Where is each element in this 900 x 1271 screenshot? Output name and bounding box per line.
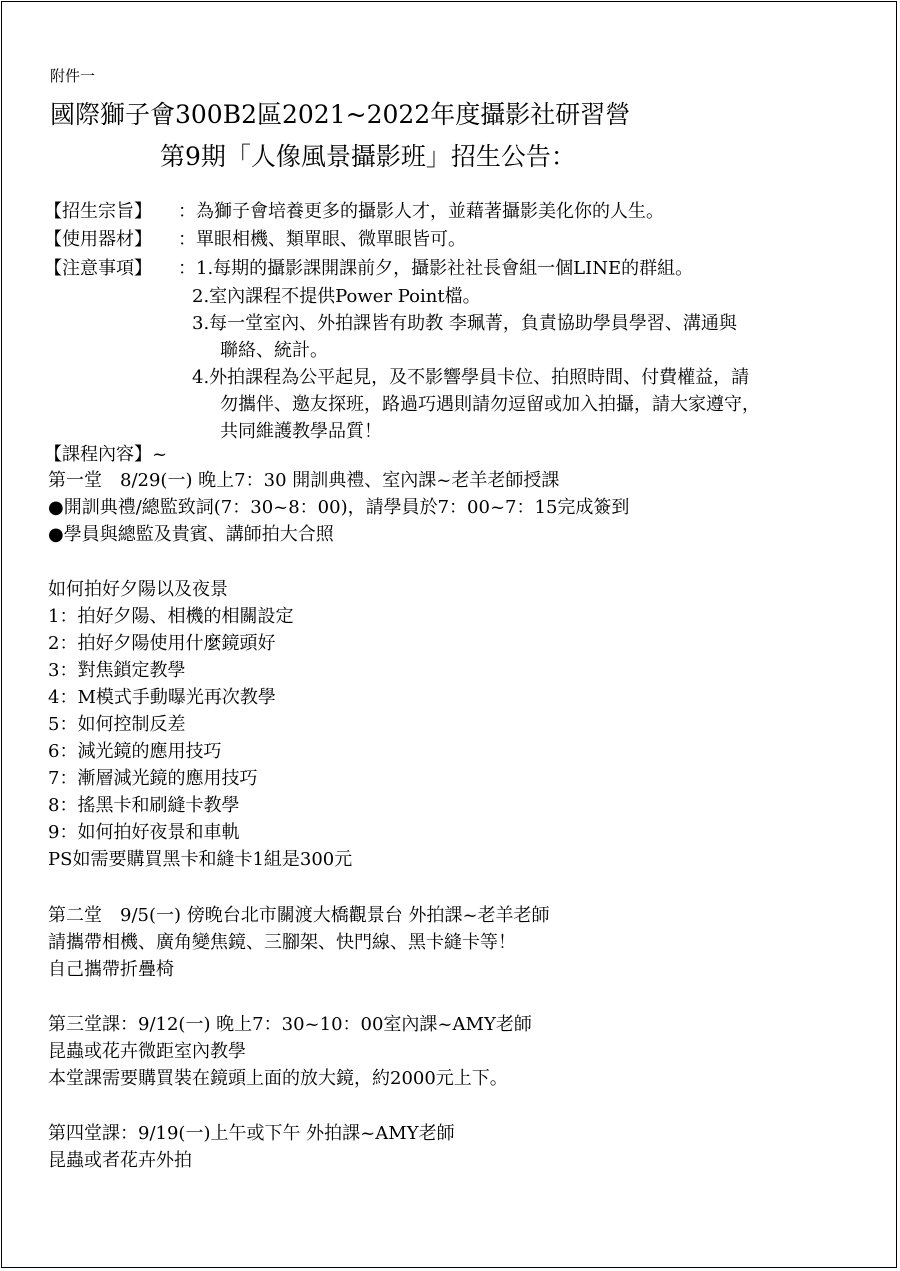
lesson1-bullet-2: ●學員與總監及貴賓、講師拍大合照 — [48, 524, 334, 545]
topic-item: 2：拍好夕陽使用什麼鏡頭好 — [48, 633, 276, 654]
topic-item: 8：搖黑卡和刷縫卡教學 — [48, 795, 240, 816]
notes-label: 【注意事項】 — [44, 258, 152, 279]
lesson3-line-1: 昆蟲或花卉微距室內教學 — [48, 1041, 246, 1062]
topic-item: 3：對焦鎖定教學 — [48, 660, 186, 681]
lesson1-bullet-1: ●開訓典禮/總監致詞(7：30~8：00)，請學員於7：00~7：15完成簽到 — [48, 497, 630, 518]
notes-item-4: 4.外拍課程為公平起見，及不影響學員卡位、拍照時間、付費權益，請 — [192, 367, 750, 388]
lesson4-line-1: 昆蟲或者花卉外拍 — [48, 1150, 192, 1171]
lesson2-line-1: 請攜帶相機、廣角變焦鏡、三腳架、快門線、黑卡縫卡等！ — [48, 932, 516, 953]
lesson1-title: 第一堂 8/29(一) 晚上7：30 開訓典禮、室內課~老羊老師授課 — [48, 470, 560, 491]
attachment-label: 附件一 — [50, 67, 96, 85]
document-subtitle: 第9期「人像風景攝影班」招生公告： — [160, 142, 576, 171]
course-label: 【課程內容】~ — [44, 444, 168, 465]
notes-item-2: 2.室內課程不提供Power Point檔。 — [192, 286, 481, 307]
document-page — [1, 1, 897, 1268]
lesson4-title: 第四堂課：9/19(一)上午或下午 外拍課~AMY老師 — [48, 1123, 455, 1144]
topic-item: 1：拍好夕陽、相機的相關設定 — [48, 606, 294, 627]
notes-item-3: 3.每一堂室內、外拍課皆有助教 李珮菁，負責協助學員學習、溝通與 — [192, 313, 737, 334]
topic-item: 7：漸層減光鏡的應用技巧 — [48, 768, 258, 789]
topic-item: 5：如何控制反差 — [48, 714, 186, 735]
equipment-text: ：單眼相機、類單眼、微單眼皆可。 — [178, 229, 466, 250]
notes-item-3-cont: 聯絡、統計。 — [220, 340, 328, 361]
lesson2-title: 第二堂 9/5(一) 傍晚台北市關渡大橋觀景台 外拍課~老羊老師 — [48, 905, 550, 926]
lesson3-title: 第三堂課：9/12(一) 晚上7：30~10：00室內課~AMY老師 — [48, 1014, 532, 1035]
topic-title: 如何拍好夕陽以及夜景 — [48, 579, 228, 600]
topic-item: 4：M模式手動曝光再次教學 — [48, 687, 276, 708]
topic-item: 6：減光鏡的應用技巧 — [48, 741, 222, 762]
notes-item-1: ：1.每期的攝影課開課前夕，攝影社社長會組一個LINE的群組。 — [178, 258, 694, 279]
lesson2-line-2: 自己攜帶折疊椅 — [48, 959, 174, 980]
topic-item: 9：如何拍好夜景和車軌 — [48, 822, 240, 843]
ps-note: PS如需要購買黑卡和縫卡1組是300元 — [48, 849, 353, 870]
notes-item-4-cont2: 共同維護教學品質！ — [220, 421, 382, 442]
lesson3-line-2: 本堂課需要購買裝在鏡頭上面的放大鏡，約2000元上下。 — [48, 1068, 508, 1089]
purpose-text: ：為獅子會培養更多的攝影人才，並藉著攝影美化你的人生。 — [178, 201, 664, 222]
document-title: 國際獅子會300B2區2021~2022年度攝影社研習營 — [50, 100, 631, 129]
equipment-label: 【使用器材】 — [44, 229, 152, 250]
notes-item-4-cont: 勿攜伴、邀友探班，路過巧遇則請勿逗留或加入拍攝，請大家遵守， — [220, 394, 760, 415]
purpose-label: 【招生宗旨】 — [44, 201, 152, 222]
